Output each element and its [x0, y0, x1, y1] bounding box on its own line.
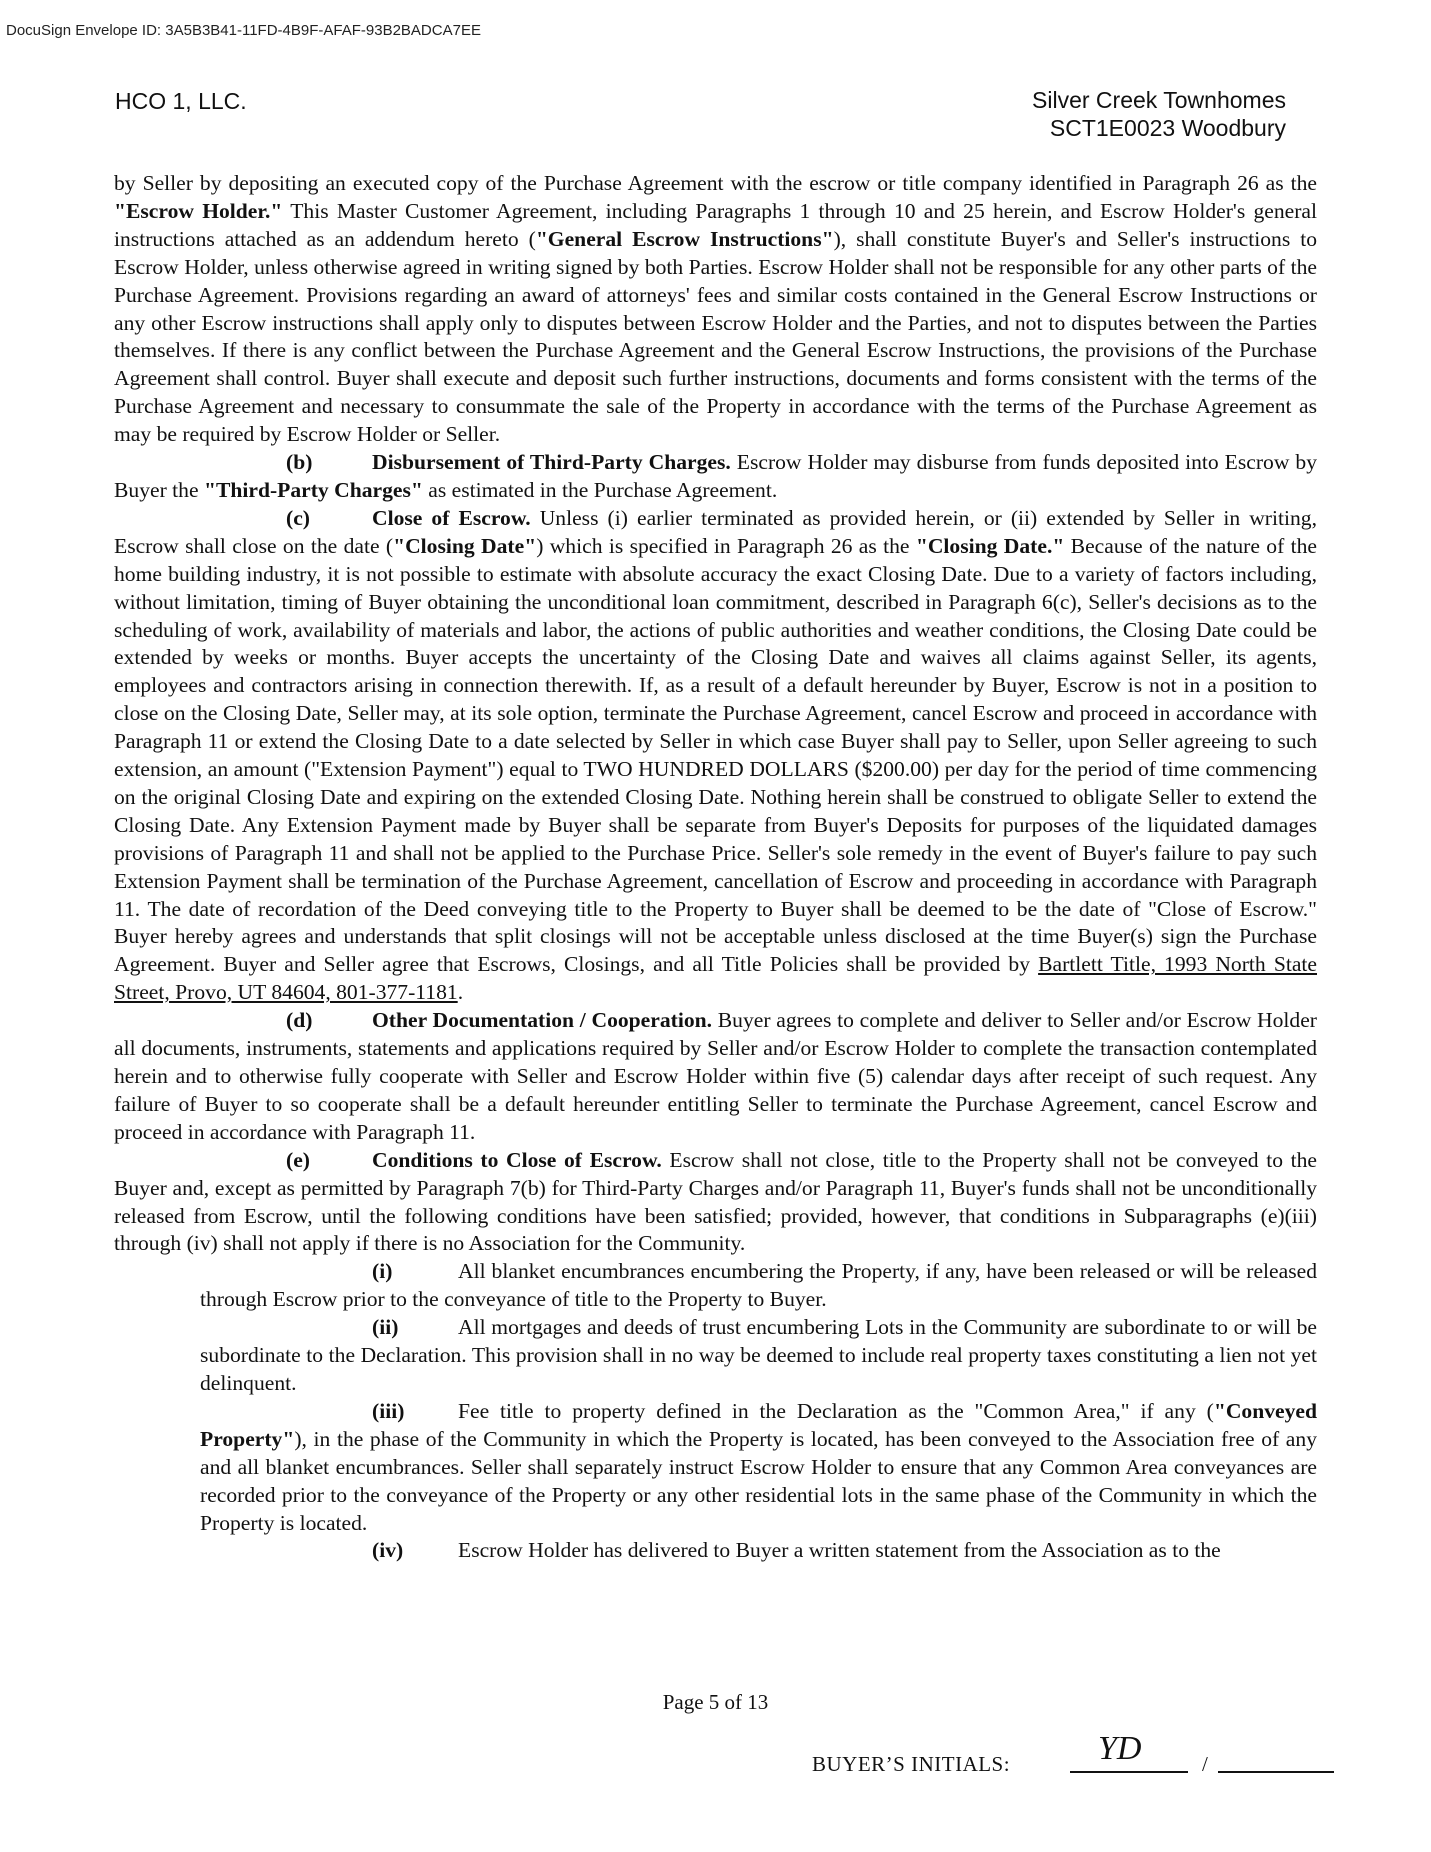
initials-separator: / [1202, 1752, 1208, 1776]
buyer-initials-label: BUYER’S INITIALS: [812, 1752, 1011, 1776]
defined-term: "Third-Party Charges" [203, 477, 423, 502]
paragraph-c [114, 505, 1317, 1007]
subparagraph-iv [114, 1537, 1317, 1565]
text-run: . [457, 980, 464, 1005]
paragraph-e [114, 1147, 1317, 1259]
text-run: by Seller by depositing an executed copy of the Purchase Agreement with the escrow or title company identified in Paragraph 26 as the [114, 171, 1317, 195]
subparagraph-label: (iii) [372, 1398, 405, 1423]
paragraph-d [114, 1007, 1317, 1147]
paragraph-label: (e) [286, 1147, 310, 1172]
text-run: ), in the phase of the Community in which the Property is located, has been conveyed to the Association free of any and all blanket encumbrances. Seller shall separately instruct Escrow Holder to ensure that any Common Area conveyances are recorded prior to the conveyance of the Property or any other residential lots in the same phase of the Community in which the Property is located. [200, 1426, 1317, 1535]
text-run: Escrow Holder may disburse from funds deposited into Escrow by Buyer the [114, 450, 1318, 502]
subparagraph-iii [114, 1398, 1317, 1538]
text-run: This Master Customer Agreement, including Paragraphs 1 through 10 and 25 herein, and Escrow Holder's general instructions attached as an addendum hereto ( [114, 198, 1317, 251]
paragraph-b [114, 449, 1317, 505]
text-run: All mortgages and deeds of trust encumbering Lots in the Community are subordinate to or will be subordinate to the Declaration. This provision shall in no way be deemed to include real property taxes constituting a lien not yet delinquent. [200, 1315, 1317, 1395]
paragraph-label: (b) [286, 450, 313, 475]
defined-term: "Conveyed Property" [200, 1398, 1317, 1451]
text-run: Because of the nature of the home building industry, it is not possible to estimate with absolute accuracy the exact Closing Date. Due to a variety of factors including, without limitation, timing of Buyer obtaining the unconditional loan commitment, described in Paragraph 6(c), Seller's decisions as to the scheduling of work, availability of materials and labor, the actions of public authorities and weather conditions, the Closing Date could be extended by weeks or months. Buyer accepts the uncertainty of the Closing Date and waives all claims against Seller, its agents, employees and contractors arising in connection therewith. If, as a result of a default hereunder by Buyer, Escrow is not in a position to close on the Closing Date, Seller may, at its sole option, terminate the Purchase Agreement, cancel Escrow and proceed in accordance with Paragraph 11 or extend the Closing Date to a date selected by Seller in which case Buyer shall pay to Seller, upon Seller agreeing to such extension, an amount ("Extension Payment") equal to TWO HUNDRED DOLLARS ($200.00) per day for the period of time commencing on the original Closing Date and expiring on the extended Closing Date. Nothing herein shall be construed to obligate Seller to extend the Closing Date. Any Extension Payment made by Buyer shall be separate from Buyer's Deposits for purposes of the liquidated damages provisions of Paragraph 11 and shall not be applied to the Purchase Price. Seller's sole remedy in the event of Buyer's failure to pay such Extension Payment shall be termination of the Purchase Agreement, cancellation of Escrow and proceeding in accordance with Paragraph 11. The date of recordation of the Deed conveying title to the Property to Buyer shall be deemed to be the date of "Close of Escrow." Buyer hereby agrees and understands that split closings will not be acceptable unless disclosed at the time Buyer(s) sign the Purchase Agreement. Buyer and Seller agree that Escrows, Closings, and all Title Policies shall be provided by [114, 533, 1317, 977]
text-run: Buyer agrees to complete and deliver to Seller and/or Escrow Holder all documents, instruments, statements and applications required by Seller and/or Escrow Holder to complete the transaction contemplated herein and to otherwise fully cooperate with Seller and Escrow Holder within five (5) calendar days after receipt of such request. Any failure of Buyer to so cooperate shall be a default hereunder entitling Seller to terminate the Purchase Agreement, cancel Escrow and proceed in accordance with Paragraph 11. [114, 1008, 1317, 1144]
seller-name: HCO 1, LLC. [115, 88, 247, 114]
defined-term: "Closing Date" [393, 533, 537, 558]
paragraph-heading: Conditions to Close of Escrow. [372, 1147, 662, 1172]
subparagraph-label: (iv) [372, 1538, 404, 1563]
docusign-envelope-id: DocuSign Envelope ID: 3A5B3B41-11FD-4B9F-AFAF-93B2BADCA7EE [6, 22, 481, 39]
buyer-initials-signature: YD [1098, 1730, 1142, 1767]
project-name: Silver Creek Townhomes [1032, 87, 1286, 113]
text-run: Escrow shall not close, title to the Property shall not be conveyed to the Buyer and, except as permitted by Paragraph 7(b) for Third-Party Charges and/or Paragraph 11, Buyer's funds shall not be unconditionally released from Escrow, until the following conditions have been satisfied; provided, however, that conditions in Subparagraphs (e)(iii) through (iv) shall not apply if there is no Association for the Community. [114, 1147, 1317, 1256]
paragraph-label: (d) [286, 1008, 313, 1033]
text-run: Escrow Holder has delivered to Buyer a written statement from the Association as to the [458, 1538, 1221, 1563]
document-body [114, 170, 1317, 1565]
text-run: Unless (i) earlier terminated as provided herein, or (ii) extended by Seller in writing, Escrow shall close on the date ( [114, 505, 1317, 558]
subparagraph-label: (ii) [372, 1315, 399, 1340]
defined-term: "Escrow Holder." [114, 198, 283, 223]
intro-paragraph [114, 170, 1317, 449]
buyer-initials-line-1[interactable] [1070, 1771, 1188, 1773]
page-number: Page 5 of 13 [662, 1690, 769, 1714]
defined-term: "General Escrow Instructions" [535, 226, 834, 251]
subparagraph-label: (i) [372, 1259, 393, 1284]
text-run: Fee title to property defined in the Declaration as the "Common Area," if any ( [458, 1398, 1214, 1423]
text-run: ), shall constitute Buyer's and Seller's instructions to Escrow Holder, unless otherwise agreed in writing signed by both Parties. Escrow Holder shall not be responsible for any other parts of the Purchase Agreement. Provisions regarding an award of attorneys' fees and similar costs contained in the General Escrow Instructions or any other Escrow instructions shall apply only to disputes between Escrow Holder and the Parties, and not to disputes between the Parties themselves. If there is any conflict between the Purchase Agreement and the General Escrow Instructions, the provisions of the Purchase Agreement shall control. Buyer shall execute and deposit such further instructions, documents and forms consistent with the terms of the Purchase Agreement and necessary to consummate the sale of the Property in accordance with the terms of the Purchase Agreement as may be required by Escrow Holder or Seller. [114, 226, 1317, 447]
title-company-address: Bartlett Title, 1993 North State Street, Provo, UT 84604, 801-377-1181 [114, 952, 1317, 1005]
lot-code: SCT1E0023 Woodbury [1049, 115, 1286, 141]
text-run: All blanket encumbrances encumbering the Property, if any, have been released or will be released through Escrow prior to the conveyance of title to the Property to Buyer. [200, 1259, 1317, 1312]
subparagraph-ii [114, 1314, 1317, 1398]
buyer-initials-line-2[interactable] [1218, 1771, 1334, 1773]
subparagraph-i [114, 1258, 1317, 1314]
paragraph-heading: Other Documentation / Cooperation. [372, 1008, 713, 1033]
defined-term: "Closing Date." [915, 533, 1065, 558]
project-header [1032, 86, 1286, 142]
paragraph-heading: Disbursement of Third-Party Charges. [372, 450, 731, 475]
text-run: ) which is specified in Paragraph 26 as the [536, 533, 916, 558]
paragraph-label: (c) [286, 505, 310, 530]
text-run: as estimated in the Purchase Agreement. [422, 477, 778, 502]
paragraph-heading: Close of Escrow. [372, 505, 531, 530]
